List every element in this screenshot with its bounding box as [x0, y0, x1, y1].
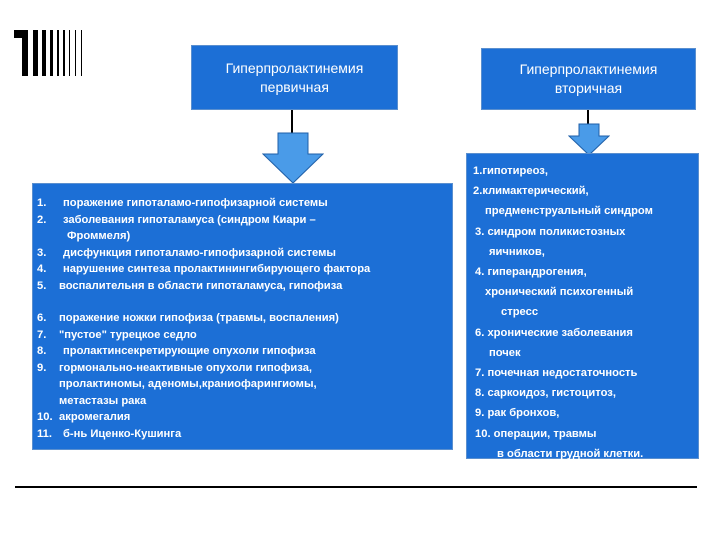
list-item-text: заболевания гипоталамуса (синдром Киари – — [63, 213, 316, 226]
primary-down-arrow-icon — [262, 132, 324, 184]
list-item-text: б-нь Иценко-Кушинга — [63, 427, 182, 440]
list-item-text: "пустое" турецкое седло — [59, 328, 197, 341]
list-item-text: поражение ножки гипофиза (травмы, воспаления) — [59, 312, 339, 324]
decorative-stripes — [14, 30, 84, 76]
list-item: 8. саркоидоз, гистоцитоз, — [475, 387, 616, 400]
stripe — [57, 30, 59, 76]
list-item-number: 11. — [37, 427, 52, 440]
list-item — [37, 409, 452, 426]
list-item-text: поражение гипоталамо-гипофизарной системы — [63, 197, 328, 209]
list-item: 10. операции, травмы — [475, 427, 597, 440]
list-item-number: 3. — [37, 246, 47, 259]
list-item — [37, 278, 452, 295]
list-item: предменструальный синдром — [485, 205, 653, 218]
primary-title: Гиперпролактинемия первичная — [225, 59, 364, 95]
stripe — [75, 30, 76, 76]
list-item: 2.климактерический, — [473, 185, 589, 198]
list-item: 7. почечная недостаточность — [475, 367, 638, 380]
primary-causes-box — [32, 183, 453, 450]
list-item: почек — [489, 346, 521, 359]
list-item — [37, 228, 452, 245]
list-item — [37, 343, 452, 360]
list-item: 9. рак бронхов, — [475, 407, 560, 420]
list-item-number: 4. — [37, 263, 47, 275]
list-item: хронический психогенный — [485, 286, 634, 299]
list-item — [37, 327, 452, 344]
list-item — [37, 195, 452, 212]
list-item-number: 8. — [37, 345, 47, 357]
stripe — [63, 30, 65, 76]
secondary-causes-box — [466, 153, 699, 459]
list-item-text: нарушение синтеза пролактинингибирующего фактора — [63, 263, 371, 275]
list-item-number: 9. — [37, 361, 47, 374]
list-item — [37, 393, 452, 410]
stripe — [50, 30, 53, 76]
stripe — [81, 30, 82, 76]
secondary-down-arrow-icon — [568, 123, 610, 156]
list-item — [37, 376, 452, 393]
list-item: в области грудной клетки. — [497, 447, 644, 460]
list-item: 4. гиперандрогения, — [475, 266, 587, 279]
list-item-number: 6. — [37, 312, 47, 324]
list-item — [37, 310, 452, 327]
list-item: 1.гипотиреоз, — [473, 165, 548, 177]
list-item-text: дисфункция гипоталамо-гипофизарной системы — [63, 246, 336, 259]
stripe — [42, 30, 46, 76]
list-item-number: 2. — [37, 213, 47, 226]
list-item-number: 10. — [37, 411, 53, 423]
primary-title-box — [191, 45, 398, 110]
list-item-text: воспалительня в области гипоталамуса, гипофиза — [59, 279, 343, 292]
list-item — [37, 426, 452, 443]
list-item-number: 5. — [37, 279, 47, 292]
list-item-text: Фроммеля) — [67, 230, 131, 242]
list-gap — [37, 294, 452, 310]
list-item: 6. хронические заболевания — [475, 326, 633, 339]
list-item-text: гормонально-неактивные опухоли гипофиза, — [59, 361, 313, 374]
list-item: яичников, — [489, 245, 545, 258]
stripe — [22, 30, 28, 76]
list-item: стресс — [501, 306, 539, 319]
secondary-title-box — [481, 48, 696, 110]
list-item-text: метастазы рака — [59, 394, 147, 407]
list-item-text: пролактиномы, аденомы,краниофарингиомы, — [59, 378, 317, 390]
stripe — [33, 30, 38, 76]
list-item — [37, 212, 452, 229]
list-item — [37, 245, 452, 262]
list-item: 3. синдром поликистозных — [475, 225, 626, 238]
list-item-text: пролактинсекретирующие опухоли гипофиза — [63, 345, 316, 357]
list-item — [37, 360, 452, 377]
stripe — [69, 30, 70, 76]
primary-connector-line — [291, 110, 293, 134]
secondary-title: Гиперпролактинемия вторичная — [519, 61, 658, 96]
divider-line — [15, 486, 697, 488]
list-item-number: 7. — [37, 328, 47, 341]
list-item-number: 1. — [37, 197, 47, 209]
list-item — [37, 261, 452, 278]
list-item-text: акромегалия — [59, 411, 131, 423]
